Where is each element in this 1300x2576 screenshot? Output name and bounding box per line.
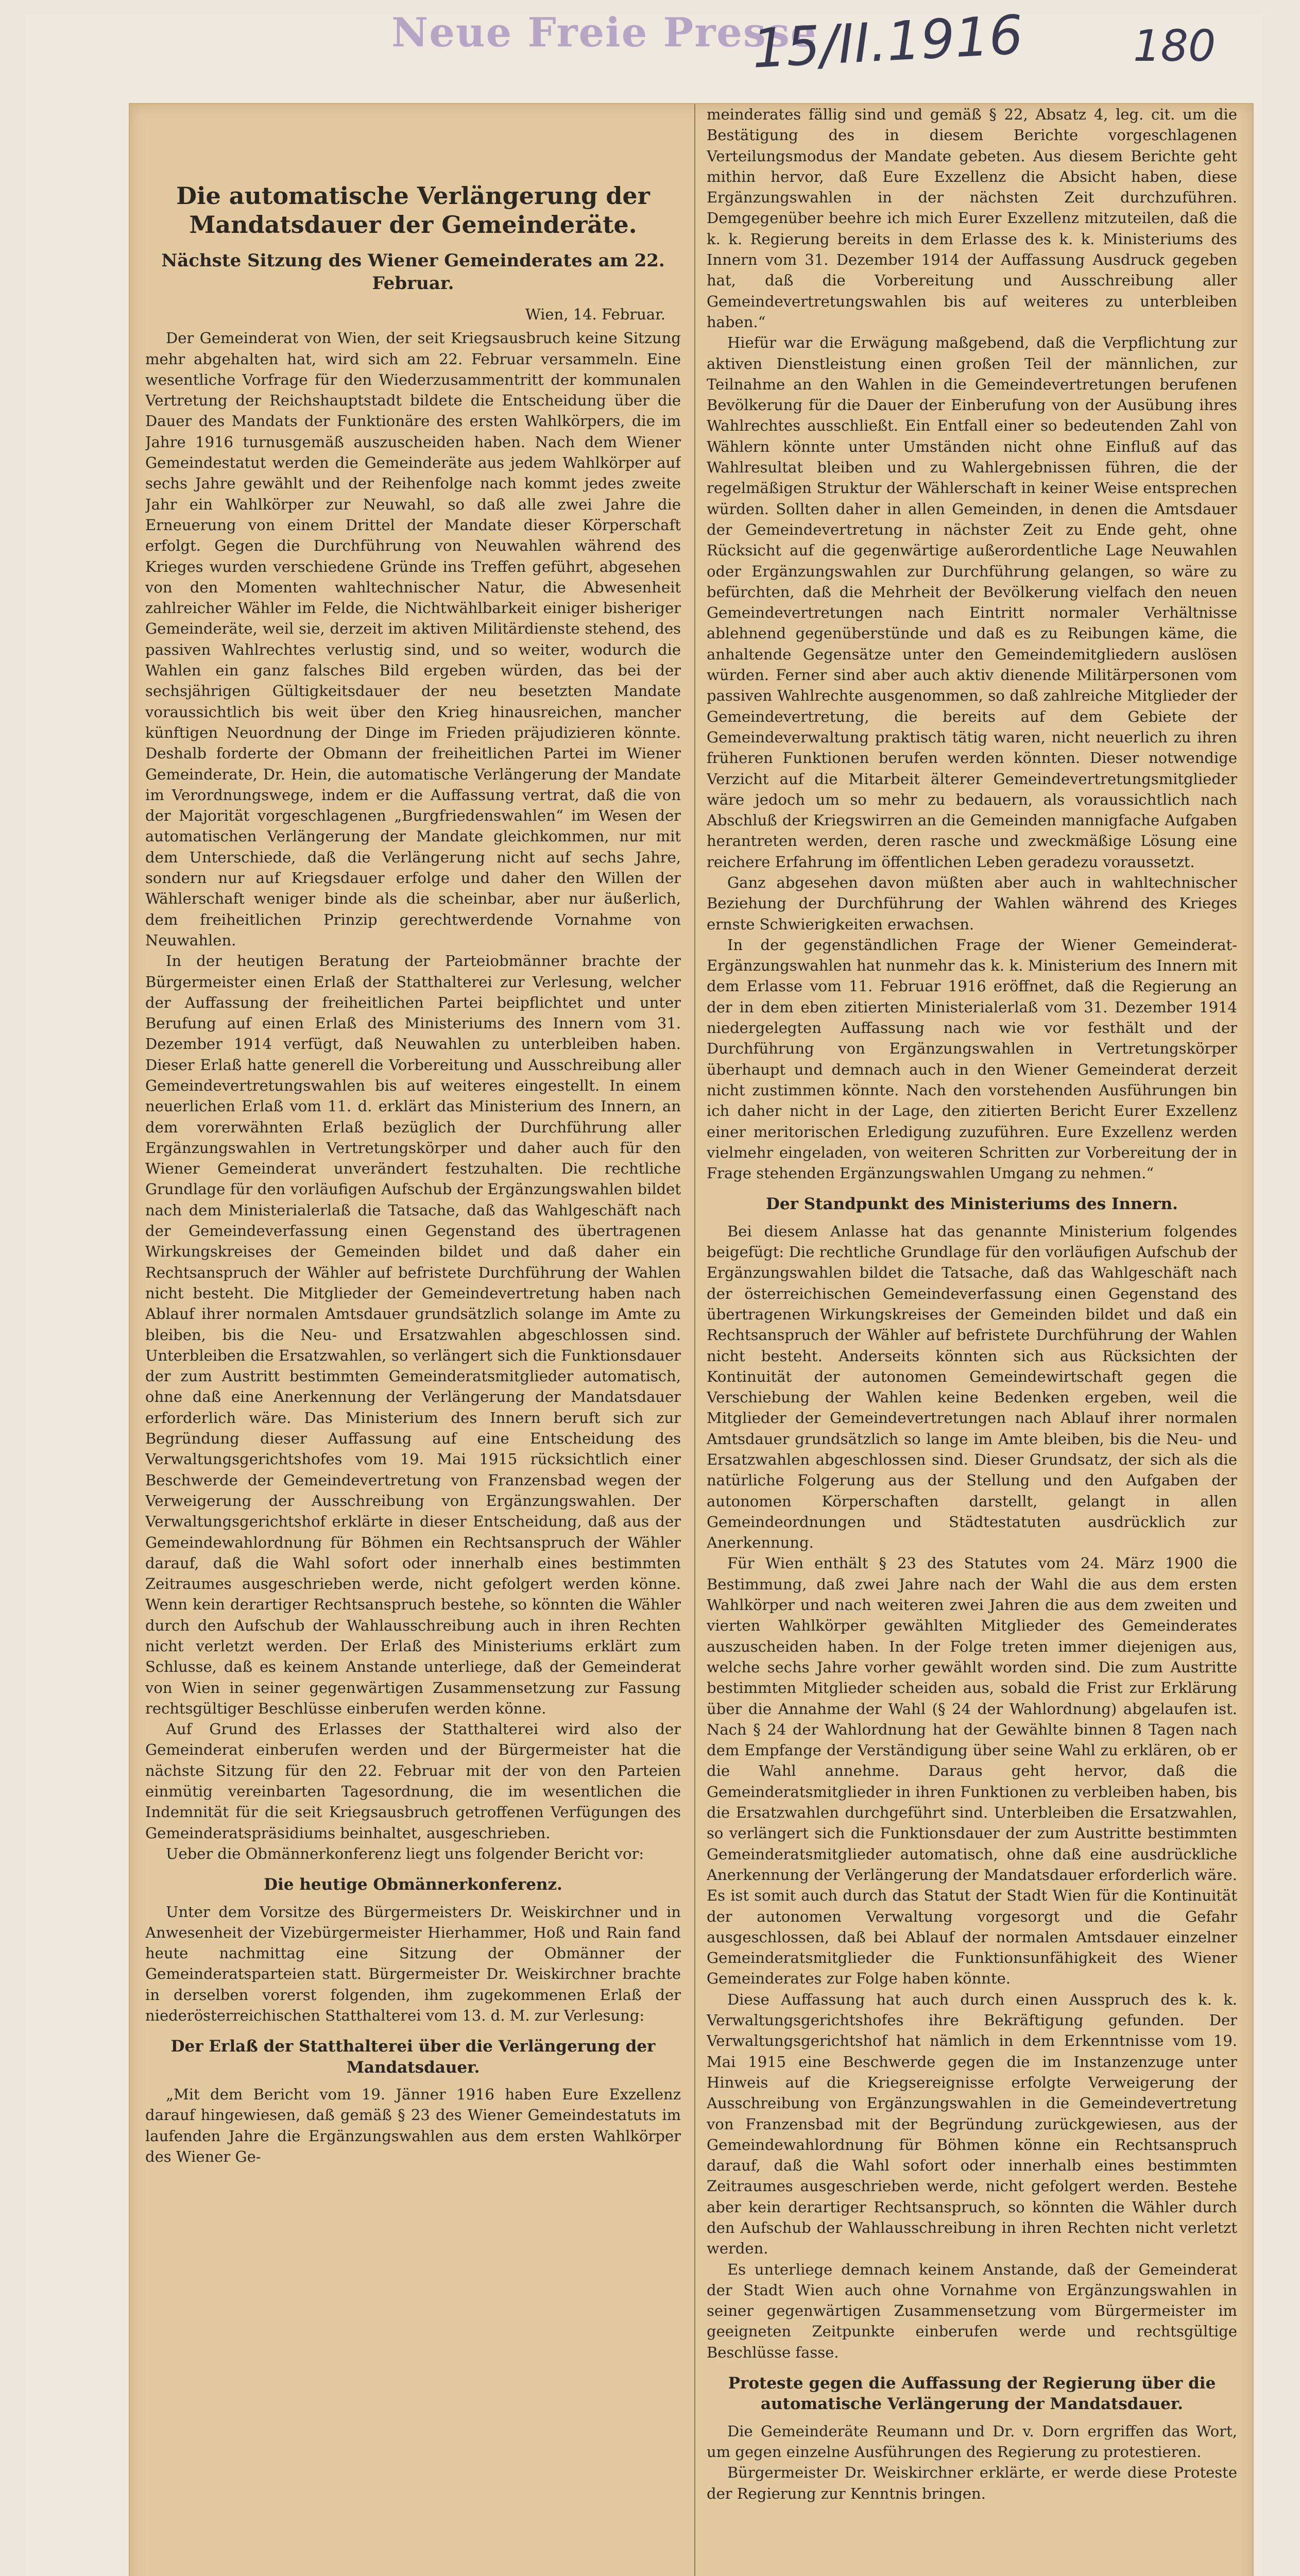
paragraph: Bei diesem Anlasse hat das genannte Ministerium folgendes beigefügt: Die rechtliche Grundlage für den vorläufigen Aufschub der Ergänzungswahlen bildet die Tatsache, daß das Wahlgeschäft nach der österreichischen Gemeindeverfassung einen Gegenstand des übertragenen Wirkungskreises der Gemeinden bildet und daß ein Rechtsanspruch der Wähler auf befristete Durchführung der Wahlen nicht besteht. Anderseits könnten sich aus Rücksichten der Kontinuität der autonomen Gemeindewirtschaft gegen die Verschiebung der Wahlen keine Bedenken ergeben, weil die Mitglieder der Gemeindevertretungen nach Ablauf ihrer normalen Amtsdauer grundsätzlich so lange im Amte bleiben, bis die Neu- und Ersatzwahlen abgeschlossen sind. Dieser Grundsatz, der sich als die natürliche Folgerung aus der Stellung und den Aufgaben der autonomen Körperschaften darstellt, gelangt in allen Gemeindeordnungen und Städtestatuten ausdrücklich zur Anerkennung. (707, 1222, 1237, 1552)
paragraph: Es unterliege demnach keinem Anstande, daß der Gemeinderat der Stadt Wien auch ohne Vornahme von Ergänzungswahlen in seiner gegenwärtigen Zusammensetzung vom Bürgermeister im geeigneten Zeitpunkte einberufen werde und rechtsgültige Beschlüsse fasse. (707, 2260, 1237, 2361)
handwritten-date: 15/II.1916 (750, 3, 1025, 80)
paragraph: Ueber die Obmännerkonferenz liegt uns folgender Bericht vor: (166, 1844, 644, 1862)
article-headline: Die automatische Verlängerung der Mandatsdauer der Gemeinderäte. (176, 182, 650, 239)
paragraph: Hiefür war die Erwägung maßgebend, daß die Verpflichtung zur aktiven Dienstleistung einen großen Teil der männlichen, zur Teilnahme an den Wahlen in die Gemeindevertretungen berufenen Bevölkerung für die Dauer der Einberufung von der Ausübung ihres Wahlrechtes ausschließt. Ein Entfall einer so bedeutenden Zahl von Wählern könnte unter Umständen nicht ohne Einfluß auf das Wahlresultat bleiben und zu Wahlergebnissen führen, die der regelmäßigen Struktur der Wählerschaft in keiner Weise entsprechen würden. Sollten daher in allen Gemeinden, in denen die Amtsdauer der Gemeindevertretung in nächster Zeit zu Ende geht, ohne Rücksicht auf die gegenwärtige außerordentliche Lage Neuwahlen oder Ergänzungswahlen zur Durchführung gelangen, so wäre zu befürchten, daß die Mehrheit der Bevölkerung vielfach den neuen Gemeindevertretungen nach Eintritt normaler Verhältnisse ablehnend gegenüberstünde und daß es zu Reibungen käme, die anhaltende Gegensätze unter den Gemeindemitgliedern auslösen würden. Ferner sind aber auch aktiv dienende Militärpersonen vom passiven Wahlrechte ausgenommen, so daß zahlreiche Mitglieder der Gemeindevertretung, die bereits auf dem Gebiete der Gemeindeverwaltung praktisch tätig waren, nicht neuerlich zu ihren früheren Funktionen berufen werden könnten. Dieser notwendige Verzicht auf die Mitarbeit älterer Gemeindevertretungsmitglieder wäre jedoch um so mehr zu bedauern, als voraussichtlich nach Abschluß der Kriegswirren an die Gemeinden mannigfache Aufgaben herantreten werden, deren rasche und zweckmäßige Lösung eine reichere Erfahrung im öffentlichen Leben geradezu voraussetzt. (707, 334, 1237, 871)
paragraph: Die Gemeinderäte Reumann und Dr. v. Dorn ergriffen das Wort, um gegen einzelne Ausführungen des Regierung zu protestieren. (707, 2422, 1237, 2461)
left-column (145, 176, 681, 2167)
paragraph: Bürgermeister Dr. Weiskirchner erklärte, er werde diese Proteste der Regierung zur Kenntnis bringen. (707, 2464, 1237, 2502)
right-column (707, 104, 1237, 2504)
paragraph: Ganz abgesehen davon müßten aber auch in wahltechnischer Beziehung der Durchführung der Wahlen während des Krieges ernste Schwierigkeiten erwachsen. (707, 873, 1237, 933)
article-subhead: Nächste Sitzung des Wiener Gemeinderates am 22. Februar. (161, 250, 665, 294)
paragraph: Auf Grund des Erlasses der Statthalterei wird also der Gemeinderat einberufen werden und der Bürgermeister hat die nächste Sitzung für den 22. Februar mit der von den Parteien einmütig vereinbarten Tagesordnung, die im wesentlichen die Indemnität für die seit Kriegsausbruch getroffenen Verfügungen des Gemeinderatspräsidiums beinhaltet, ausgeschrieben. (145, 1720, 681, 1842)
section-heading: Der Erlaß der Statthalterei über die Verlängerung der Mandatsdauer. (170, 2037, 656, 2077)
section-heading: Der Standpunkt des Ministeriums des Innern. (766, 1195, 1178, 1214)
masthead-stamp: Neue Freie Presse (391, 9, 817, 56)
paragraph: In der gegenständlichen Frage der Wiener Gemeinderat-Ergänzungswahlen hat nunmehr das k. k. Ministerium des Innern mit dem Erlasse vom 11. Februar 1916 eröffnet, daß die Regierung an der in dem eben zitierten Ministerialerlaß vom 31. Dezember 1914 niedergelegten Auffassung nach wie vor festhält und der Durchführung von Ergänzungswahlen in Vertretungskörper überhaupt und demnach auch in den Wiener Gemeinderat derzeit nicht zustimmen könnte. Nach den vorstehenden Ausführungen bin ich daher nicht in der Lage, den zitierten Bericht Eurer Exzellenz einer meritorischen Erledigung zuzuführen. Eure Exzellenz werden vielmehr eingeladen, von weiteren Schritten zur Vorbereitung der in Frage stehenden Ergänzungswahlen Umgang zu nehmen.“ (707, 936, 1237, 1182)
paragraph: Der Gemeinderat von Wien, der seit Kriegsausbruch keine Sitzung mehr abgehalten hat, wird sich am 22. Februar versammeln. Eine wesentliche Vorfrage für den Wiederzusammentritt der kommunalen Vertretung der Reichshauptstadt bildete die Entscheidung über die Dauer des Mandats der Funktionäre des ersten Wahlkörpers, die im Jahre 1916 turnusgemäß auszuscheiden haben. Nach dem Wiener Gemeindestatut werden die Gemeinderäte aus jedem Wahlkörper auf sechs Jahre gewählt und der Reihenfolge nach kommt jedes zweite Jahr ein Wahlkörper zur Neuwahl, so daß alle zwei Jahre die Erneuerung von einem Drittel der Mandate dieser Körperschaft erfolgt. Gegen die Durchführung von Neuwahlen während des Krieges wurden verschiedene Gründe ins Treffen geführt, abgesehen von den Momenten wahltechnischer Natur, die Abwesenheit zahlreicher Wähler im Felde, die Nichtwählbarkeit einiger bisheriger Gemeinderäte, weil sie, derzeit im aktiven Militärdienste stehend, des passiven Wahlrechtes verlustig sind, und so weiter, wodurch die Wahlen ein ganz falsches Bild ergeben würden, das bei der sechsjährigen Gültigkeitsdauer der neu besetzten Mandate voraussichtlich bis weit über den Krieg hinausreichen, mancher künftigen Neuordnung der Dinge im Frieden präjudizieren könnte. Deshalb forderte der Obmann der freiheitlichen Partei im Wiener Gemeinderate, Dr. Hein, die automatische Verlängerung der Mandate im Verordnungswege, indem er die Auffassung vertrat, daß die von der Majorität vorgeschlagenen „Burgfriedenswahlen“ im Wesen der automatischen Verlängerung der Mandate gleichkommen, nur mit dem Unterschiede, daß die Verlängerung nicht auf sechs Jahre, sondern nur auf Kriegsdauer erfolge und daher den Willen der Wählerschaft weniger binde als die scheinbar, aber nur äußerlich, dem freiheitlichen Prinzip gerechtwerdende Vornahme von Neuwahlen. (145, 329, 681, 949)
section-heading: Proteste gegen die Auffassung der Regierung über die automatische Verlängerung der Mandatsdauer. (728, 2374, 1216, 2414)
paragraph: meinderates fällig sind und gemäß § 22, Absatz 4, leg. cit. um die Bestätigung des in diesem Berichte vorgeschlagenen Verteilungsmodus der Mandate gebeten. Aus diesem Berichte geht mithin hervor, daß Eure Exzellenz die Absicht haben, diese Ergänzungswahlen in der nächsten Zeit durchzuführen. Demgegenüber beehre ich mich Eurer Exzellenz mitzuteilen, daß die k. k. Regierung bereits in dem Erlasse des k. k. Ministeriums des Innern vom 31. Dezember 1914 der Auffassung Ausdruck gegeben hat, daß die Vorbereitung und Ausschreibung aller Gemeindevertretungswahlen bis auf weiteres zu unterbleiben haben.“ (707, 106, 1237, 331)
handwritten-number: 180 (1133, 21, 1216, 71)
section-heading: Die heutige Obmännerkonferenz. (264, 1875, 562, 1894)
newspaper-clipping (129, 103, 1254, 2576)
paragraph: Unter dem Vorsitze des Bürgermeisters Dr. Weiskirchner und in Anwesenheit der Vizebürgermeister Hierhammer, Hoß und Rain fand heute nachmittag eine Sitzung der Obmänner der Gemeinderatsparteien statt. Bürgermeister Dr. Weiskirchner brachte in derselben vorerst folgenden, ihm zugekommenen Erlaß der niederösterreichischen Statthalterei vom 13. d. M. zur Verlesung: (145, 1903, 681, 2025)
column-divider (694, 104, 695, 2576)
paragraph: Für Wien enthält § 23 des Statutes vom 24. März 1900 die Bestimmung, daß zwei Jahre nach der Wahl die aus dem ersten Wahlkörper und nach weiteren zwei Jahren die aus dem zweiten und vierten Wahlkörper gewählten Mitglieder des Gemeinderates auszuscheiden haben. In der Folge treten immer diejenigen aus, welche sechs Jahre vorher gewählt worden sind. Die zum Austritte bestimmten Mitglieder scheiden aus, sobald die Frist zur Erklärung über die Annahme der Wahl (§ 24 der Wahlordnung) abgelaufen ist. Nach § 24 der Wahlordnung hat der Gewählte binnen 8 Tagen nach dem Empfange der Verständigung über seine Wahl zu erklären, ob er die Wahl annehme. Daraus geht hervor, daß die Gemeinderatsmitglieder in ihren Funktionen zu verbleiben haben, bis die Ersatzwahlen durchgeführt sind. Unterbleiben die Ersatzwahlen, so verlängert sich die Funktionsdauer der zum Austritte bestimmten Gemeinderatsmitglieder automatisch, ohne daß eine ausdrückliche Anerkennung der Verlängerung der Mandatsdauer erforderlich wäre. Es ist somit auch durch das Statut der Stadt Wien für die Kontinuität der autonomen Verwaltung vorgesorgt und die Gefahr ausgeschlossen, daß bei Ablauf der normalen Amtsdauer einzelner Gemeinderatsmitglieder die Funktionsunfähigkeit des Wiener Gemeinderates zur Folge haben könnte. (707, 1554, 1237, 1988)
dateline: Wien, 14. Februar. (525, 306, 665, 323)
paragraph: „Mit dem Bericht vom 19. Jänner 1916 haben Eure Exzellenz darauf hingewiesen, daß gemäß § 23 des Wiener Gemeindestatuts im laufenden Jahre die Ergänzungswahlen aus dem ersten Wahlkörper des Wiener Ge- (145, 2085, 681, 2165)
paragraph: In der heutigen Beratung der Parteiobmänner brachte der Bürgermeister einen Erlaß der Statthalterei zur Verlesung, welcher der Auffassung der freiheitlichen Partei beipflichtet und unter Berufung auf einen Erlaß des Ministeriums des Innern vom 31. Dezember 1914 verfügt, daß Neuwahlen zu unterbleiben haben. Dieser Erlaß hatte generell die Vorbereitung und Ausschreibung aller Gemeindevertretungswahlen bis auf weiteres eingestellt. In einem neuerlichen Erlaß vom 11. d. erklärt das Ministerium des Innern, an dem vorerwähnten Erlaß bezüglich der Durchführung aller Ergänzungswahlen in Vertretungskörper und daher auch für den Wiener Gemeinderat unverändert festzuhalten. Die rechtliche Grundlage für den vorläufigen Aufschub der Ergänzungswahlen bildet nach dem Ministerialerlaß die Tatsache, daß das Wahlgeschäft nach der Gemeindeverfassung einen Gegenstand des übertragenen Wirkungskreises der Gemeinden bildet und daß daher ein Rechtsanspruch der Wähler auf befristete Durchführung der Wahlen nicht besteht. Die Mitglieder der Gemeindevertretung haben nach Ablauf ihrer normalen Amtsdauer grundsätzlich solange im Amte zu bleiben, bis die Neu- und Ersatzwahlen abgeschlossen sind. Unterbleiben die Ersatzwahlen, so verlängert sich die Funktionsdauer der zum Austritt bestimmten Gemeinderatsmitglieder automatisch, ohne daß eine Anerkennung der Verlängerung der Mandatsdauer erforderlich wäre. Das Ministerium des Innern beruft sich zur Begründung dieser Auffassung auf eine Entscheidung des Verwaltungsgerichtshofes vom 19. Mai 1915 rücksichtlich einer Beschwerde der Gemeindevertretung von Franzensbad wegen der Verweigerung der Ausschreibung von Ergänzungswahlen. Der Verwaltungsgerichtshof erklärte in dieser Entscheidung, daß aus der Gemeindewahlordnung für Böhmen ein Rechtsanspruch der Wähler darauf, daß die Wahl sofort oder innerhalb eines bestimmten Zeitraumes ausgeschrieben werde, nicht gefolgert werden könne. Wenn kein derartiger Rechtsanspruch bestehe, so könnten die Wähler durch den Aufschub der Wahlausschreibung auch in ihren Rechten nicht verletzt werden. Der Erlaß des Ministeriums erklärt zum Schlusse, daß es keinem Anstande unterliege, daß der Gemeinderat von Wien in seiner gegenwärtigen Zusammensetzung zur Fassung rechtsgültiger Beschlüsse einberufen werden könne. (145, 952, 681, 1717)
paragraph: Diese Auffassung hat auch durch einen Ausspruch des k. k. Verwaltungsgerichtshofes ihre Bekräftigung gefunden. Der Verwaltungsgerichtshof hat nämlich in dem Erkenntnisse vom 19. Mai 1915 eine Beschwerde gegen die im Instanzenzuge unter Hinweis auf die Kriegsereignisse erfolgte Verweigerung der Ausschreibung von Ergänzungswahlen in die Gemeindevertretung von Franzensbad mit der Begründung zurückgewiesen, aus der Gemeindewahlordnung für Böhmen könne ein Rechtsanspruch darauf, daß die Wahl sofort oder innerhalb eines bestimmten Zeitraumes ausgeschrieben werde, nicht gefolgert werden. Bestehe aber kein derartiger Rechtsanspruch, so könnten die Wähler durch den Aufschub der Wahlausschreibung in ihren Rechten nicht verletzt werden. (707, 1990, 1237, 2258)
